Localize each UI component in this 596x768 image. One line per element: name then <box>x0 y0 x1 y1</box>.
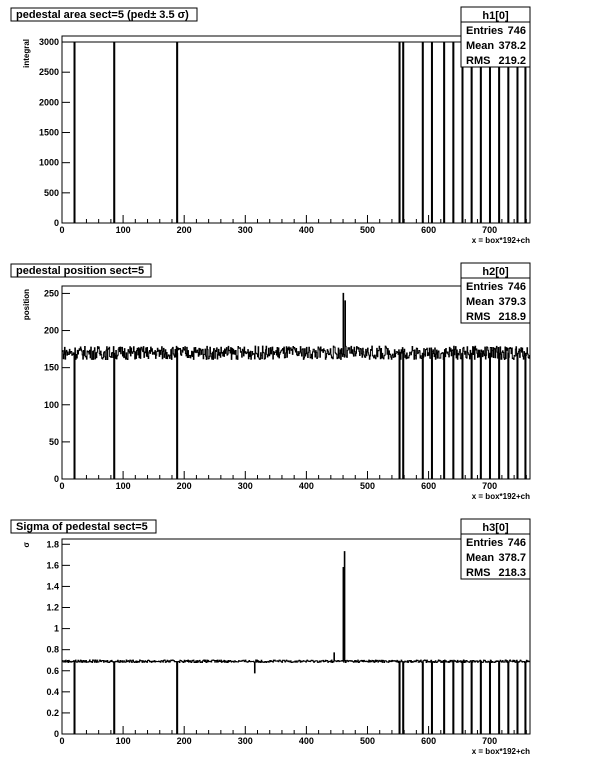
stats-name: h3[0] <box>482 522 509 534</box>
y-tick-label: 0.2 <box>46 707 59 718</box>
y-tick-label: 150 <box>43 362 59 373</box>
plot-frame <box>62 539 530 734</box>
stats-value: 219.2 <box>498 55 526 67</box>
y-tick-label: 2500 <box>38 67 59 78</box>
stats-label: RMS <box>466 55 491 67</box>
y-tick-label: 0.6 <box>46 665 59 676</box>
y-axis-label: integral <box>22 39 31 68</box>
x-tick-label: 600 <box>421 481 437 491</box>
x-tick-label: 600 <box>421 225 437 235</box>
y-tick-label: 0.8 <box>46 644 59 655</box>
y-tick-label: 1000 <box>38 157 59 168</box>
stats-label: Mean <box>466 40 495 52</box>
chart-title-box <box>11 8 197 21</box>
stats-name: h1[0] <box>482 10 509 22</box>
plot-frame <box>62 36 530 223</box>
x-tick-label: 300 <box>237 736 253 746</box>
x-tick-label: 100 <box>115 736 131 746</box>
y-tick-label: 100 <box>43 399 59 410</box>
stats-box <box>461 263 530 323</box>
y-axis-label: position <box>22 289 31 321</box>
x-tick-label: 200 <box>176 225 192 235</box>
y-tick-label: 2000 <box>38 97 59 108</box>
stats-label: Entries <box>466 281 504 293</box>
x-tick-label: 400 <box>298 481 314 491</box>
stats-box <box>461 7 530 67</box>
y-tick-label: 1.2 <box>46 602 59 613</box>
y-tick-label: 50 <box>48 436 59 447</box>
x-tick-label: 300 <box>237 481 253 491</box>
stats-label: Mean <box>466 296 495 308</box>
x-tick-label: 500 <box>359 481 375 491</box>
histogram-panel-h1 <box>11 7 530 245</box>
stats-value: 746 <box>507 25 526 37</box>
y-tick-label: 1 <box>53 623 59 634</box>
x-tick-label: 400 <box>298 225 314 235</box>
x-tick-label: 0 <box>59 481 65 491</box>
y-tick-label: 0 <box>53 218 59 228</box>
stats-label: RMS <box>466 311 491 323</box>
stats-value: 218.9 <box>498 311 526 323</box>
x-tick-label: 100 <box>115 225 131 235</box>
x-tick-label: 200 <box>176 481 192 491</box>
plot-frame <box>62 286 530 479</box>
y-tick-label: 1.4 <box>46 581 59 592</box>
y-tick-label: 3000 <box>38 37 59 48</box>
histogram-panel-h2 <box>11 263 530 501</box>
y-axis-label: σ <box>22 542 31 548</box>
x-tick-label: 0 <box>59 225 65 235</box>
stats-label: RMS <box>466 567 491 579</box>
stats-value: 218.3 <box>498 567 526 579</box>
x-tick-label: 500 <box>359 225 375 235</box>
stats-name: h2[0] <box>482 266 509 278</box>
chart-title: Sigma of pedestal sect=5 <box>16 521 148 533</box>
y-tick-label: 250 <box>43 288 59 299</box>
chart-title: pedestal position sect=5 <box>16 265 145 277</box>
x-tick-label: 100 <box>115 481 131 491</box>
x-tick-label: 400 <box>298 736 314 746</box>
y-tick-label: 0 <box>53 474 59 484</box>
y-tick-label: 1.8 <box>46 539 59 550</box>
x-axis-label: x = box*192+ch <box>471 236 530 245</box>
x-tick-label: 600 <box>421 736 437 746</box>
x-axis-label: x = box*192+ch <box>471 492 530 501</box>
stats-value: 379.3 <box>498 296 526 308</box>
x-tick-label: 700 <box>482 481 498 491</box>
y-tick-label: 0.4 <box>46 686 59 697</box>
stats-value: 746 <box>507 537 526 549</box>
x-tick-label: 700 <box>482 225 498 235</box>
y-tick-label: 200 <box>43 325 59 336</box>
chart-title-box <box>11 264 151 277</box>
stats-value: 378.7 <box>498 552 526 564</box>
y-tick-label: 1.6 <box>46 560 59 571</box>
x-tick-label: 700 <box>482 736 498 746</box>
y-tick-label: 1500 <box>38 127 59 138</box>
stats-value: 746 <box>507 281 526 293</box>
stats-label: Entries <box>466 537 504 549</box>
stats-label: Entries <box>466 25 504 37</box>
chart-title: pedestal area sect=5 (ped± 3.5 σ) <box>16 9 189 21</box>
stats-value: 378.2 <box>498 40 526 52</box>
y-tick-label: 0 <box>53 729 59 739</box>
y-tick-label: 500 <box>43 187 59 198</box>
chart-title-box <box>11 520 156 533</box>
x-tick-label: 300 <box>237 225 253 235</box>
x-tick-label: 500 <box>359 736 375 746</box>
stats-box <box>461 519 530 579</box>
x-axis-label: x = box*192+ch <box>471 747 530 756</box>
x-tick-label: 0 <box>59 736 65 746</box>
histogram-panel-h3 <box>11 519 530 756</box>
x-tick-label: 200 <box>176 736 192 746</box>
stats-label: Mean <box>466 552 495 564</box>
